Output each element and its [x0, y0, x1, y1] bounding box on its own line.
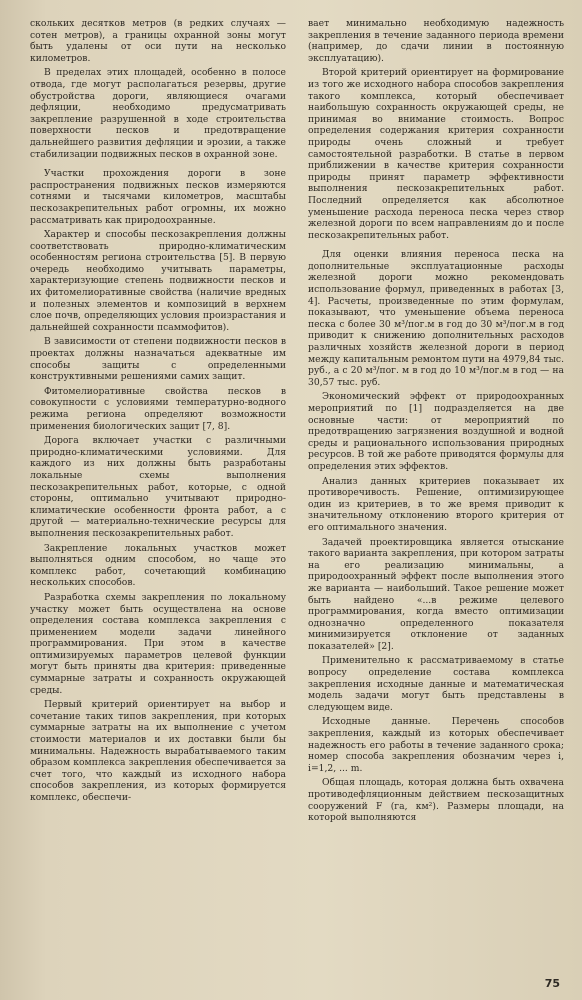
paragraph: Характер и способы пескозакрепления должны соответствовать природно-климатическим особенностям региона строительства [5]. В первую очередь необходимо учитывать параметры, характеризующие степень подвижности песков и их фитомелиоративные свойства (наличие вредных и полезных элементов и композиций в верхнем слое почв, определяющих условия произрастания и дальнейшей сохранности псаммофитов). — [30, 229, 286, 333]
paragraph: Применительно к рассматриваемому в статье вопросу определение состава комплекса закрепления исходные данные и математическая модель задачи могут быть представлены в следующем виде. — [308, 655, 564, 713]
page-number: 75 — [544, 977, 560, 990]
text-columns — [30, 18, 564, 986]
paragraph: Общая площадь, которая должна быть охвачена противодефляционным действием пескозащитных сооружений F (га, км²). Размеры площади, на которой выполняются — [308, 777, 564, 824]
left-column — [30, 18, 286, 986]
paragraph: Первый критерий ориентирует на выбор и сочетание таких типов закрепления, при которых суммарные затраты на их выполнение с учетом стоимости материалов и их доставки были бы минимальны. Надежность вырабатываемого таким образом комплекса закрепления обеспечивается за счет того, что каждый из исходного набора способов закрепления, из которых формируется комплекс, обеспечи- — [30, 699, 286, 803]
paragraph: Для оценки влияния переноса песка на дополнительные эксплуатационные расходы железной дороги можно рекомендовать использование формул, приведенных в работах [3, 4]. Расчеты, произведенные по этим формулам, показывают, что уменьшение объема переноса песка с более 30 м³/пог.м в год до 30 м³/пог.м в год приводит к снижению дополнительных расходов различных хозяйств железной дороги в период между капитальным ремонтом пути на 4979,84 тыс. руб., а с 20 м³/пог. м в год до 10 м³/пог.м в год — на 30,57 тыс. руб. — [308, 249, 564, 388]
paragraph: Задачей проектировщика является отыскание такого варианта закрепления, при котором затраты на его реализацию минимальны, а природоохранный эффект после выполнения этого же варианта — наибольший. Такое решение может быть найдено «...в режиме целевого программирования, когда вместо оптимизации однозначно определенного показателя минимизируется отклонение от заданных показателей» [2]. — [308, 536, 564, 652]
paragraph: вает минимально необходимую надежность закрепления в течение заданного периода времени (например, до сдачи линии в постоянную эксплуатацию). — [308, 18, 564, 64]
paragraph: Экономический эффект от природоохранных мероприятий по [1] подразделяется на две основные части: от мероприятий по предотвращению загрязнения воздушной и водной среды и рационального использования природных ресурсов. В той же работе приводятся формулы для определения этих эффектов. — [308, 391, 564, 472]
paragraph: Анализ данных критериев показывает их противоречивость. Решение, оптимизирующее один из критериев, в то же время приводит к значительному отклонению второго критерия от его оптимального значения. — [308, 475, 564, 533]
paragraph: В зависимости от степени подвижности песков в проектах должны назначаться адекватные им способы защиты с определенными конструктивными решениями самих защит. — [30, 336, 286, 383]
paragraph: Разработка схемы закрепления по локальному участку может быть осуществлена на основе определения состава комплекса закрепления с применением модели задачи линейного программирования. При этом в качестве оптимизируемых параметров целевой функции могут быть приняты два критерия: приведенные суммарные затраты и сохранность окружающей среды. — [30, 591, 286, 696]
paragraph: Фитомелиоративные свойства песков в совокупности с условиями температурно-водного режима региона определяют возможности применения биологических защит [7, 8]. — [30, 385, 286, 432]
paragraph: Второй критерий ориентирует на формирование из того же исходного набора способов закрепления такого комплекса, который обеспечивает наибольшую сохранность окружающей среды, не принимая во внимание стоимость. Вопрос определения содержания критерия сохранности природы очень сложный и требует самостоятельной разработки. В статье в первом приближении в качестве критерия сохранности природы принят параметр эффективности выполнения пескозакрепительных работ. Последний определяется как абсолютное уменьшение расхода переноса песка через створ железной дороги по всем направлениям до и после пескозакрепительных работ. — [308, 67, 564, 241]
paragraph: Дорога включает участки с различными природно-климатическими условиями. Для каждого из них должны быть разработаны локальные схемы выполнения пескозакрепительных работ, которые, с одной стороны, оптимально учитывают природно-климатические особенности фронта работ, а с другой — материально-технические ресурсы для выполнения пескозакрепительных работ. — [30, 435, 286, 539]
paragraph: Участки прохождения дороги в зоне распространения подвижных песков измеряются сотнями и тысячами километров, масштабы пескозакрепительных работ огромны, их можно рассматривать как природоохранные. — [30, 168, 286, 226]
paragraph: В пределах этих площадей, особенно в полосе отвода, где могут располагаться резервы, другие обустройства дороги, являющиеся очагами дефляции, необходимо предусматривать закрепление разрушенной в ходе строительства поверхности песков и предотвращение дальнейшего развития дефляции и эрозии, а также стабилизации подвижных песков в охранной зоне. — [30, 67, 286, 160]
right-column — [308, 18, 564, 986]
paragraph: Закрепление локальных участков может выполняться одним способом, но чаще это комплекс работ, сочетающий комбинацию нескольких способов. — [30, 542, 286, 589]
paragraph: скольких десятков метров (в редких случаях — сотен метров), а границы охранной зоны могут быть удалены от оси пути на несколько километров. — [30, 18, 286, 64]
paragraph: Исходные данные. Перечень способов закрепления, каждый из которых обеспечивает надежность его работы в течение заданного срока; номер способа закрепления обозначим через i, i=1,2, ... m. — [308, 716, 564, 774]
